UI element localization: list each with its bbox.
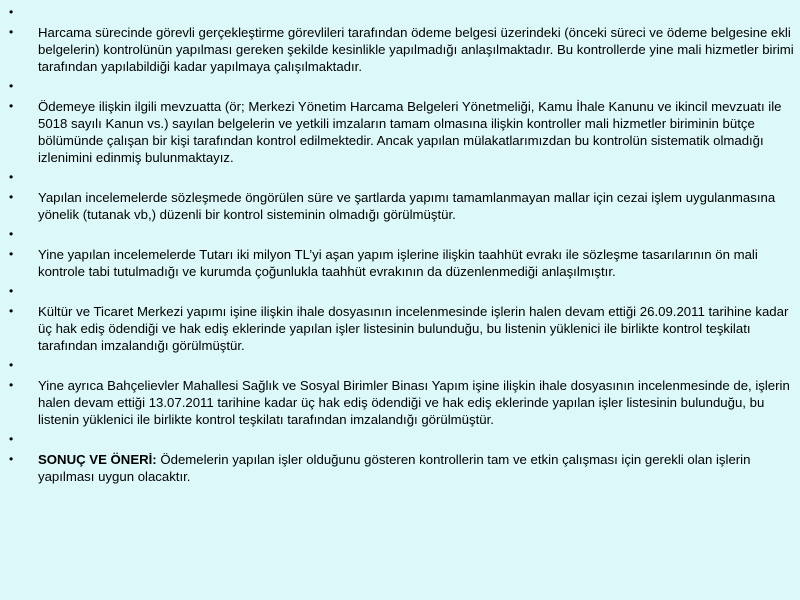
bullet-icon: • xyxy=(9,378,14,392)
bullet-icon: • xyxy=(9,170,14,184)
conclusion-heading: SONUÇ VE ÖNERİ: xyxy=(38,452,157,467)
list-item xyxy=(0,169,800,186)
bullet-icon: • xyxy=(9,79,14,93)
list-item xyxy=(0,431,800,448)
bullet-icon: • xyxy=(9,227,14,241)
list-item xyxy=(0,98,800,166)
list-item xyxy=(0,78,800,95)
list-item-text: Yine yapılan incelemelerde Tutarı iki milyon TL’yi aşan yapım işlerine ilişkin taahhüt evrakı ile sözleşme tasarılarının ön mali kontrole tabi tutulmadığı ve kurumda çoğunlukla taahhüt evrakının da düzenlenmediği anlaşılmıştır. xyxy=(38,247,758,279)
bullet-icon: • xyxy=(9,304,14,318)
list-item xyxy=(0,4,800,21)
list-item xyxy=(0,189,800,223)
list-item-text: Yapılan incelemelerde sözleşmede öngörülen süre ve şartlarda yapımı tamamlanmayan mallar için cezai işlem uygulanmasına yönelik (tutanak vb,) düzenli bir kontrol sisteminin olmadığı görülmüştür. xyxy=(38,190,776,222)
list-item xyxy=(0,226,800,243)
bullet-icon: • xyxy=(9,247,14,261)
bullet-icon: • xyxy=(9,358,14,372)
bullet-icon: • xyxy=(9,452,14,466)
list-item xyxy=(0,357,800,374)
list-item xyxy=(0,303,800,354)
bullet-icon: • xyxy=(9,25,14,39)
bullet-icon: • xyxy=(9,284,14,298)
list-item-text: Yine ayrıca Bahçelievler Mahallesi Sağlık ve Sosyal Birimler Binası Yapım işine ilişkin ihale dosyasının incelenmesinde de, işlerin halen devam ettiği 13.07.2011 tarihine kadar üç hak ediş ödendiği ve hak ediş eklerinde yapılan işler listesinin bulunduğu, bu listenin yüklenici ile birlikte kontrol teşkilatı tarafından imzalandığı görülmüştür. xyxy=(38,378,790,427)
bullet-icon: • xyxy=(9,432,14,446)
list-item-text: Ödemeye ilişkin ilgili mevzuatta (ör; Merkezi Yönetim Harcama Belgeleri Yönetmeliği, Kamu İhale Kanunu ve ikincil mevzuatı ile 5018 sayılı Kanun vs.) sayılan belgelerin ve yetkili imzaların tamam olmasına ilişkin kontroller mali hizmetler biriminin bütçe bölümünde çalışan bir kişi tarafından kontrol edilmektedir. Ancak yapılan mülakatlarımızdan bu kontrolün sistematik olmadığı izlenimini edinmiş bulunmaktayız. xyxy=(38,99,782,165)
list-item-text: Harcama sürecinde görevli gerçekleştirme görevlileri tarafından ödeme belgesi üzerindeki (önceki süreci ve ödeme belgesine ekli belgelerin) kontrolünün yapılması gereken şekilde kesinlikle yapılmadığı anlaşılmaktadır. Bu kontrollerde yine mali hizmetler birimi tarafından yapılabildiği kadar yapılmaya çalışılmaktadır. xyxy=(38,25,794,74)
list-item xyxy=(0,283,800,300)
list-item-text: Ödemelerin yapılan işler olduğunu gösteren kontrollerin tam ve etkin çalışması için gerekli olan işlerin yapılması uygun olacaktır. xyxy=(38,452,751,484)
list-item xyxy=(0,24,800,75)
list-item xyxy=(0,246,800,280)
bullet-icon: • xyxy=(9,99,14,113)
list-item xyxy=(0,451,800,485)
bullet-icon: • xyxy=(9,190,14,204)
bullet-icon: • xyxy=(9,5,14,19)
bullet-list xyxy=(0,4,800,488)
list-item-text: Kültür ve Ticaret Merkezi yapımı işine ilişkin ihale dosyasının incelenmesinde işlerin halen devam ettiği 26.09.2011 tarihine kadar üç hak ediş ödendiği ve hak ediş eklerinde yapılan işler listesinin bulunduğu, bu listenin yüklenici ile birlikte kontrol teşkilatı tarafından imzalandığı görülmüştür. xyxy=(38,304,789,353)
list-item xyxy=(0,377,800,428)
